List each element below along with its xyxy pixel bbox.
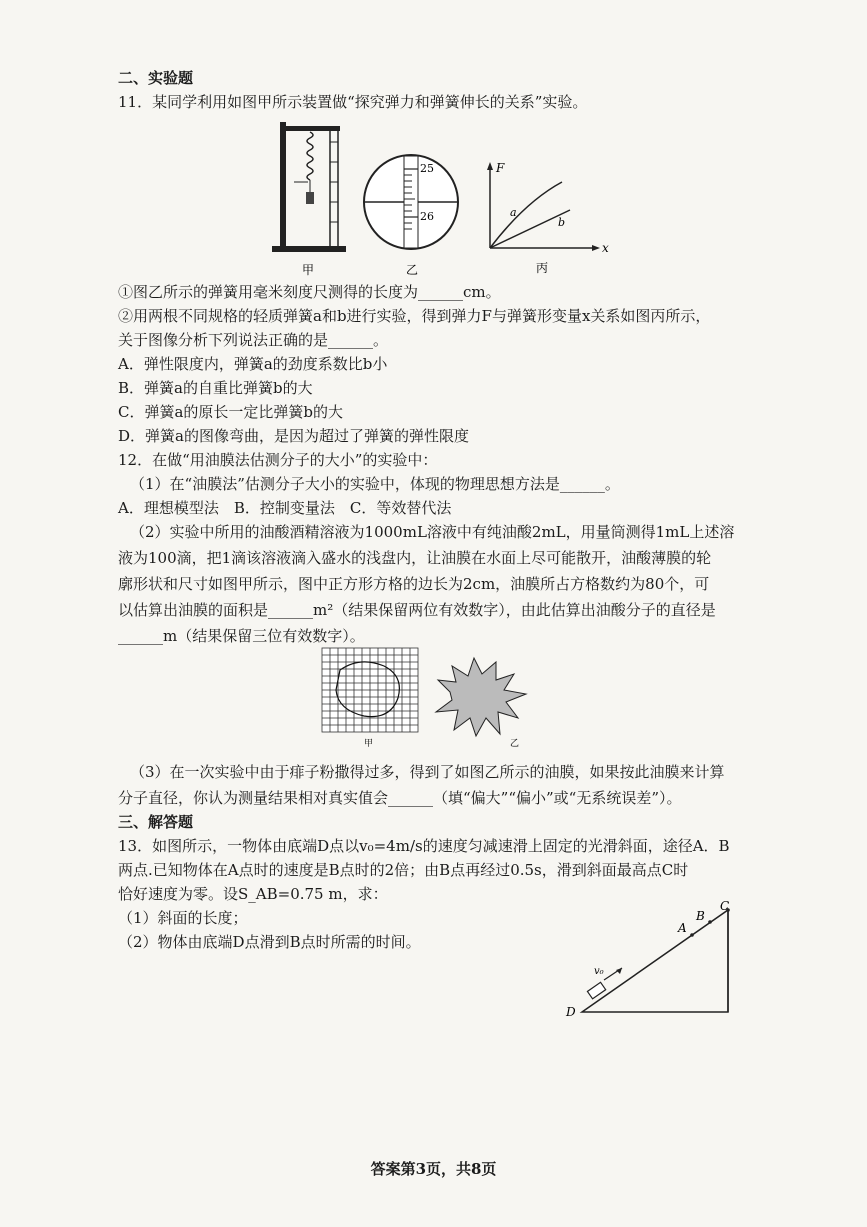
- line-label-b: b: [558, 216, 566, 229]
- ruler-magnifier-figure: [364, 155, 458, 249]
- q13-sub1: （1）斜面的长度；: [118, 909, 248, 927]
- ruler-tick-26: 26: [420, 210, 434, 223]
- label-B: B: [696, 909, 705, 923]
- page-footer: 答案第3页，共8页: [370, 1160, 497, 1178]
- section-experiment: 二、实验题: [118, 69, 194, 87]
- q11-figures: [270, 112, 610, 284]
- q11-option-b: B．弹簧a的自重比弹簧b的大: [118, 379, 313, 397]
- q12-part2-line2: 液为100滴，把1滴该溶液滴入盛水的浅盘内，让油膜在水面上尽可能散开，油酸薄膜的轮: [118, 549, 712, 567]
- q12-part1: （1）在“油膜法”估测分子大小的实验中，体现的物理思想方法是______。: [130, 475, 620, 493]
- q12-part1-options: A．理想模型法 B．控制变量法 C．等效替代法: [118, 499, 452, 517]
- axis-label-F: F: [496, 161, 505, 175]
- q11-part2-line2: 关于图像分析下列说法正确的是______。: [118, 331, 389, 349]
- section-answer: 三、解答题: [118, 813, 194, 831]
- fig-label-bing: 丙: [536, 261, 549, 275]
- label-C: C: [720, 900, 730, 913]
- ruler-tick-25: 25: [420, 162, 434, 175]
- q11-option-a: A．弹性限度内，弹簧a的劲度系数比b小: [118, 355, 388, 373]
- q11-option-c: C．弹簧a的原长一定比弹簧b的大: [118, 403, 344, 421]
- q13-line1: 13．如图所示，一物体由底端D点以v₀=4m/s的速度匀减速滑上固定的光滑斜面，途径A．B: [118, 837, 730, 855]
- oil-film-irregular: [436, 658, 526, 736]
- axis-label-x: x: [602, 241, 609, 255]
- fig-label-yi-2: 乙: [510, 739, 520, 749]
- label-v0: v₀: [594, 966, 604, 977]
- spring-stand-figure: [272, 122, 346, 252]
- q11-part1: ①图乙所示的弹簧用毫米刻度尺测得的长度为______cm。: [118, 283, 501, 301]
- q12-part2-line5: ______m（结果保留三位有效数字）。: [118, 627, 365, 645]
- label-A: A: [678, 921, 687, 935]
- q12-part3-line2: 分子直径，你认为测量结果相对真实值会______（填“偏大”“偏小”或“无系统误差”）。: [118, 789, 682, 807]
- q13-line2: 两点.已知物体在A点时的速度是B点时的2倍；由B点再经过0.5s，滑到斜面最高点C时: [118, 861, 689, 879]
- q12-part3-line1: （3）在一次实验中由于痱子粉撒得过多，得到了如图乙所示的油膜，如果按此油膜来计算: [130, 763, 725, 781]
- q13-line3: 恰好速度为零。设S_AB=0.75 m，求：: [118, 885, 388, 903]
- q11-option-d: D．弹簧a的图像弯曲，是因为超过了弹簧的弹性限度: [118, 427, 469, 445]
- q12-figures: [320, 640, 560, 750]
- q12-part2-line1: （2）实验中所用的油酸酒精溶液为1000mL溶液中有纯油酸2mL，用量筒测得1mL上述溶: [130, 523, 735, 541]
- q11-stem: 11．某同学利用如图甲所示装置做“探究弹力和弹簧伸长的关系”实验。: [118, 93, 588, 111]
- fig-label-yi: 乙: [406, 263, 419, 277]
- line-label-a: a: [510, 206, 517, 219]
- oil-film-grid: [322, 648, 418, 732]
- force-extension-graph: [487, 162, 600, 251]
- q13-sub2: （2）物体由底端D点滑到B点时所需的时间。: [118, 933, 421, 951]
- incline-figure: [560, 900, 750, 1020]
- q12-part2-line3: 廓形状和尺寸如图甲所示，图中正方形方格的边长为2cm，油膜所占方格数约为80个，可: [118, 575, 710, 593]
- q12-stem: 12．在做“用油膜法估测分子的大小”的实验中：: [118, 451, 438, 469]
- fig-label-jia-2: 甲: [364, 739, 374, 749]
- fig-label-jia: 甲: [302, 263, 315, 277]
- label-D: D: [566, 1005, 576, 1019]
- q11-part2-line1: ②用两根不同规格的轻质弹簧a和b进行实验，得到弹力F与弹簧形变量x关系如图丙所示，: [118, 307, 711, 325]
- q12-part2-line4: 以估算出油膜的面积是______m²（结果保留两位有效数字），由此估算出油酸分子的直径是: [118, 601, 716, 619]
